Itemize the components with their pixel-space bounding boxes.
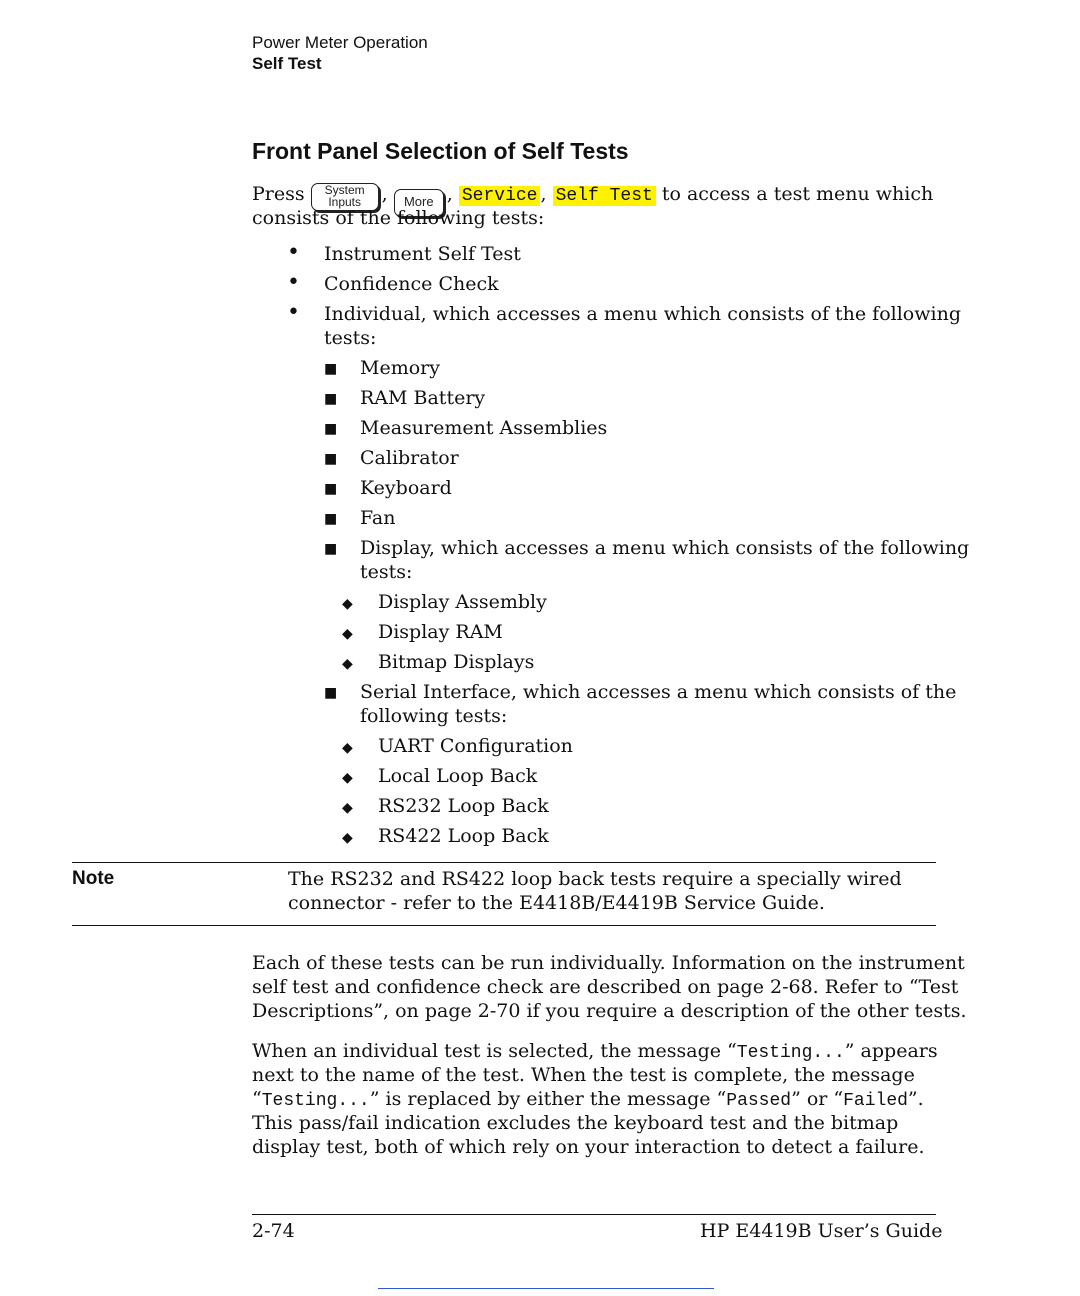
list-item: Display RAM (378, 621, 503, 643)
para2-line-1 (252, 1039, 938, 1065)
header-chapter: Power Meter Operation (252, 33, 428, 52)
list-item: RS422 Loop Back (378, 825, 549, 847)
list-item: Measurement Assemblies (360, 417, 608, 439)
square-marker: ■ (324, 391, 338, 407)
diamond-marker: ◆ (342, 770, 353, 786)
comma: , (381, 183, 388, 205)
diamond-marker: ◆ (342, 800, 353, 816)
diamond-marker: ◆ (342, 740, 353, 756)
msg-failed: Failed (843, 1091, 908, 1111)
para2-line-4: This pass/fail indication excludes the keyboard test and the bitmap (252, 1112, 899, 1134)
system-key-label-1: System (324, 183, 365, 197)
press-word: Press (252, 183, 305, 205)
list-item: Keyboard (360, 477, 452, 499)
note-top-rule (72, 862, 936, 863)
softkey-service: Service (459, 186, 541, 206)
list-item: Serial Interface, which accesses a menu which consists of the (360, 681, 957, 703)
para2-line-5: display test, both of which rely on your interaction to detect a failure. (252, 1136, 925, 1158)
para2-text: “ (252, 1088, 262, 1110)
square-marker: ■ (324, 481, 338, 497)
list-item: Confidence Check (324, 273, 499, 295)
para2-text: When an individual test is selected, the message “ (252, 1040, 737, 1062)
page-number: 2-74 (252, 1220, 295, 1242)
para2-text: ” appears (844, 1040, 938, 1062)
note-line-1: The RS232 and RS422 loop back tests require a specially wired (288, 868, 902, 890)
list-item: Fan (360, 507, 396, 529)
note-bottom-rule (72, 925, 936, 926)
list-item: UART Configuration (378, 735, 573, 757)
system-key-label-2: Inputs (328, 195, 362, 209)
list-item: Instrument Self Test (324, 243, 521, 265)
para1-line: Each of these tests can be run individually. Information on the instrument (252, 952, 965, 974)
para2-line-2: next to the name of the test. When the test is complete, the message (252, 1064, 915, 1086)
square-marker: ■ (324, 685, 338, 701)
list-item: Display, which accesses a menu which consists of the following (360, 537, 970, 559)
para2-text: ” is replaced by either the message “ (369, 1088, 727, 1110)
list-item: RAM Battery (360, 387, 486, 409)
square-marker: ■ (324, 511, 338, 527)
para2-line-3 (252, 1087, 924, 1113)
intro-rest: to access a test menu which (661, 183, 934, 205)
para1-line: self test and confidence check are described on page 2-68. Refer to “Test (252, 976, 959, 998)
softkey-self-test: Self Test (553, 186, 656, 206)
footer-rule (252, 1214, 936, 1215)
note-label: Note (72, 868, 115, 889)
bullet-marker: • (287, 300, 300, 325)
list-item: RS232 Loop Back (378, 795, 549, 817)
diamond-marker: ◆ (342, 830, 353, 846)
list-item: Display Assembly (378, 591, 547, 613)
comma: , (446, 183, 453, 205)
intro-line-2: consists of the following tests: (252, 207, 545, 229)
para2-text: ” or “ (791, 1088, 844, 1110)
list-item: Local Loop Back (378, 765, 538, 787)
bullet-marker: • (287, 240, 300, 265)
diamond-marker: ◆ (342, 626, 353, 642)
list-item: Calibrator (360, 447, 459, 469)
para1-line: Descriptions”, on page 2-70 if you require a description of the other tests. (252, 1000, 967, 1022)
list-item: Memory (360, 357, 440, 379)
running-header (252, 32, 428, 74)
square-marker: ■ (324, 541, 338, 557)
note-line-2: connector - refer to the E4418B/E4419B Service Guide. (288, 892, 825, 914)
header-section: Self Test (252, 54, 322, 73)
more-key-label: More (403, 194, 434, 209)
list-item-cont: following tests: (360, 705, 508, 727)
msg-passed: Passed (726, 1091, 792, 1111)
list-item-cont: tests: (360, 561, 413, 583)
para2-text: ”. (907, 1088, 924, 1110)
square-marker: ■ (324, 361, 338, 377)
list-item: Individual, which accesses a menu which consists of the following (324, 303, 961, 325)
section-heading: Front Panel Selection of Self Tests (252, 138, 629, 164)
diamond-marker: ◆ (342, 596, 353, 612)
comma: , (540, 183, 547, 205)
guide-title: HP E4419B User’s Guide (700, 1220, 943, 1242)
square-marker: ■ (324, 421, 338, 437)
square-marker: ■ (324, 451, 338, 467)
link-underline[interactable] (378, 1288, 714, 1289)
msg-testing: Testing... (261, 1091, 370, 1111)
list-item: Bitmap Displays (378, 651, 535, 673)
list-item-cont: tests: (324, 327, 377, 349)
diamond-marker: ◆ (342, 656, 353, 672)
msg-testing: Testing... (736, 1043, 845, 1063)
bullet-marker: • (287, 270, 300, 295)
